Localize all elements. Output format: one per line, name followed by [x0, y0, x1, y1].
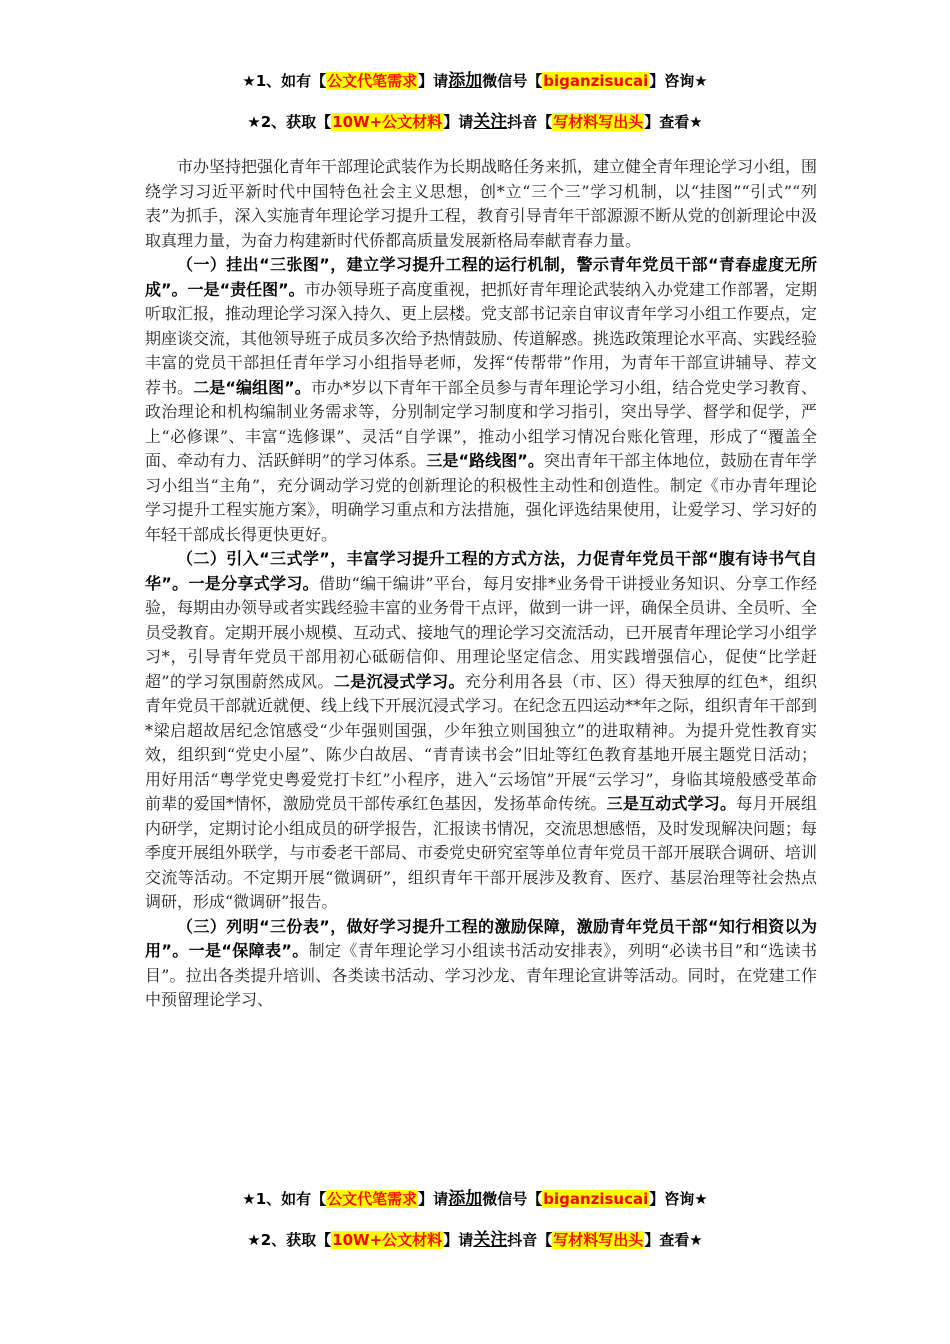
header-ad-line-2	[0, 111, 950, 133]
ad-text: 1、如有【	[255, 1190, 327, 1208]
ad-text: 】请	[443, 113, 474, 131]
ad-text: 】查看	[644, 113, 690, 131]
ad-highlight: 公文代笔需求	[327, 72, 418, 90]
ad-emphasis: 添加	[448, 71, 483, 91]
star-icon: ★	[247, 1231, 261, 1249]
ad-text: 抖音【	[507, 1231, 553, 1249]
ad-emphasis: 关注	[473, 1230, 508, 1250]
ad-highlight: 10W+公文材料	[332, 1231, 443, 1249]
section-3-paragraph	[145, 915, 817, 1013]
star-icon: ★	[242, 1190, 256, 1208]
section-2-bold-2: 二是沉浸式学习。	[333, 671, 465, 691]
star-icon: ★	[242, 72, 256, 90]
ad-highlight: biganzisucai	[543, 1190, 649, 1208]
section-1-text-3: 突出青年干部主体地位，鼓励在青年学习小组当“主角”，充分调动学习党的创新理论的积极性主动性和创造性。制定《市办青年理论学习提升工程实施方案》，明确学习重点和方法措施，强化评选结果使用，让爱学习、学习好的年轻干部成长得更快更好。	[145, 451, 817, 544]
section-1-text-2: 市办*岁以下青年干部全员参与青年理论学习小组，结合党史学习教育、政治理论和机构编制业务需求等，分别制定学习制度和学习指引，突出导学、督学和促学，严上“必修课”、丰富“选修课”、灵活“自学课”，推动小组学习情况台账化管理，形成了“覆盖全面、牵动有力、活跃鲜明”的学习体系。	[145, 377, 817, 470]
section-2-text-2: 充分利用各县（市、区）得天独厚的红色*，组织青年党员干部就近就便、线上线下开展沉浸式学习。在纪念五四运动**年之际，组织青年干部到*梁启超故居纪念馆感受“少年强则国强，少年独立则国独立”的进取精神。为提升党性教育实效，组织到“党史小屋”、陈少白故居、“青青读书会”旧址等红色教育基地开展主题党日活动；用好用活“粤学党史粤爱党打卡红”小程序，进入“云场馆”开展“云学习”，身临其境般感受革命前辈的爱国*情怀，激励党员干部传承红色基因，发扬革命传统。	[145, 671, 818, 813]
star-icon: ★	[694, 72, 708, 90]
ad-highlight: 写材料写出头	[553, 113, 644, 131]
section-1-text-1: 市办领导班子高度重视，把抓好青年理论武装纳入办党建工作部署，定期听取汇报，推动理论学习深入持久、更上层楼。党支部书记亲自审议青年学习小组工作要点，定期座谈交流，其他领导班子成员多次给予热情鼓励、传道解惑。挑选政策理论水平高、实践经验丰富的党员干部担任青年学习小组指导老师，发挥“传帮带”作用，为青年干部宣讲辅导、荐文荐书。	[145, 279, 818, 397]
star-icon: ★	[689, 113, 703, 131]
ad-highlight: 10W+公文材料	[332, 113, 443, 131]
section-1-heading: （一）挂出“三张图”，建立学习提升工程的运行机制，警示青年党员干部“青春虚度无所成”。一是“责任图”。	[145, 255, 817, 299]
document-body	[145, 155, 817, 1013]
section-3-text-1: 制定《青年理论学习小组读书活动安排表》，列明“必读书目”和“选读书目”。拉出各类提升培训、各类读书活动、学习沙龙、青年理论宣讲等活动。同时，在党建工作中预留理论学习、	[145, 941, 817, 1009]
ad-text: 1、如有【	[255, 72, 327, 90]
ad-text: 微信号【	[482, 72, 543, 90]
section-2-text-1: 借助“编干编讲”平台，每月安排*业务骨干讲授业务知识、分享工作经验，每期由办领导或者实践经验丰富的业务骨干点评，做到一讲一评，确保全员讲、全员听、全员受教育。定期开展小规模、互动式、接地气的理论学习交流活动，已开展青年理论学习小组学习*，引导青年党员干部用初心砥砺信仰、用理论坚定信念、用实践增强信心，促使“比学赶超”的学习氛围蔚然成风。	[145, 573, 818, 691]
section-1-bold-2: 二是“编组图”。	[193, 377, 311, 397]
ad-emphasis: 添加	[448, 1189, 483, 1209]
section-3-heading: （三）列明“三份表”，做好学习提升工程的激励保障，激励青年党员干部“知行相资以为用”。一是“保障表”。	[145, 916, 817, 960]
ad-text: 】请	[418, 1190, 449, 1208]
section-2-heading: （二）引入“三式学”，丰富学习提升工程的方式方法，力促青年党员干部“腹有诗书气自华”。一是分享式学习。	[145, 549, 817, 593]
section-2-paragraph	[145, 547, 817, 915]
header-ad-line-1	[0, 70, 950, 92]
ad-highlight: 公文代笔需求	[327, 1190, 418, 1208]
section-1-paragraph	[145, 253, 817, 547]
section-2-bold-3: 三是互动式学习。	[606, 794, 737, 813]
ad-text: 微信号【	[482, 1190, 543, 1208]
ad-text: 】请	[418, 72, 449, 90]
ad-text: 】咨询	[649, 1190, 695, 1208]
ad-text: 】咨询	[649, 72, 695, 90]
footer-ad-line-2	[0, 1229, 950, 1251]
footer-ad-line-1	[0, 1188, 950, 1210]
ad-text: 2、获取【	[260, 1231, 332, 1249]
ad-highlight: 写材料写出头	[553, 1231, 644, 1249]
intro-paragraph: 市办坚持把强化青年干部理论武装作为长期战略任务来抓，建立健全青年理论学习小组，围绕学习习近平新时代中国特色社会主义思想，创*立“三个三”学习机制，以“挂图”“引式”“列表”为抓手，深入实施青年理论学习提升工程，教育引导青年干部源源不断从党的创新理论中汲取真理力量，为奋力构建新时代侨都高质量发展新格局奉献青春力量。	[145, 157, 818, 250]
ad-text: 】请	[443, 1231, 474, 1249]
star-icon: ★	[689, 1231, 703, 1249]
ad-text: 】查看	[644, 1231, 690, 1249]
section-2-text-3: 每月开展组内研学，定期讨论小组成员的研学报告，汇报读书情况，交流思想感悟，及时发现解决问题；每季度开展组外联学，与市委老干部局、市委党史研究室等单位青年党员干部开展联合调研、培训交流等活动。不定期开展“微调研”，组织青年干部开展涉及教育、医疗、基层治理等社会热点调研，形成“微调研”报告。	[145, 794, 818, 911]
ad-highlight: biganzisucai	[543, 72, 649, 90]
ad-text: 抖音【	[507, 113, 553, 131]
ad-emphasis: 关注	[473, 112, 508, 132]
star-icon: ★	[247, 113, 261, 131]
star-icon: ★	[694, 1190, 708, 1208]
section-1-bold-3: 三是“路线图”。	[426, 451, 544, 470]
ad-text: 2、获取【	[260, 113, 332, 131]
